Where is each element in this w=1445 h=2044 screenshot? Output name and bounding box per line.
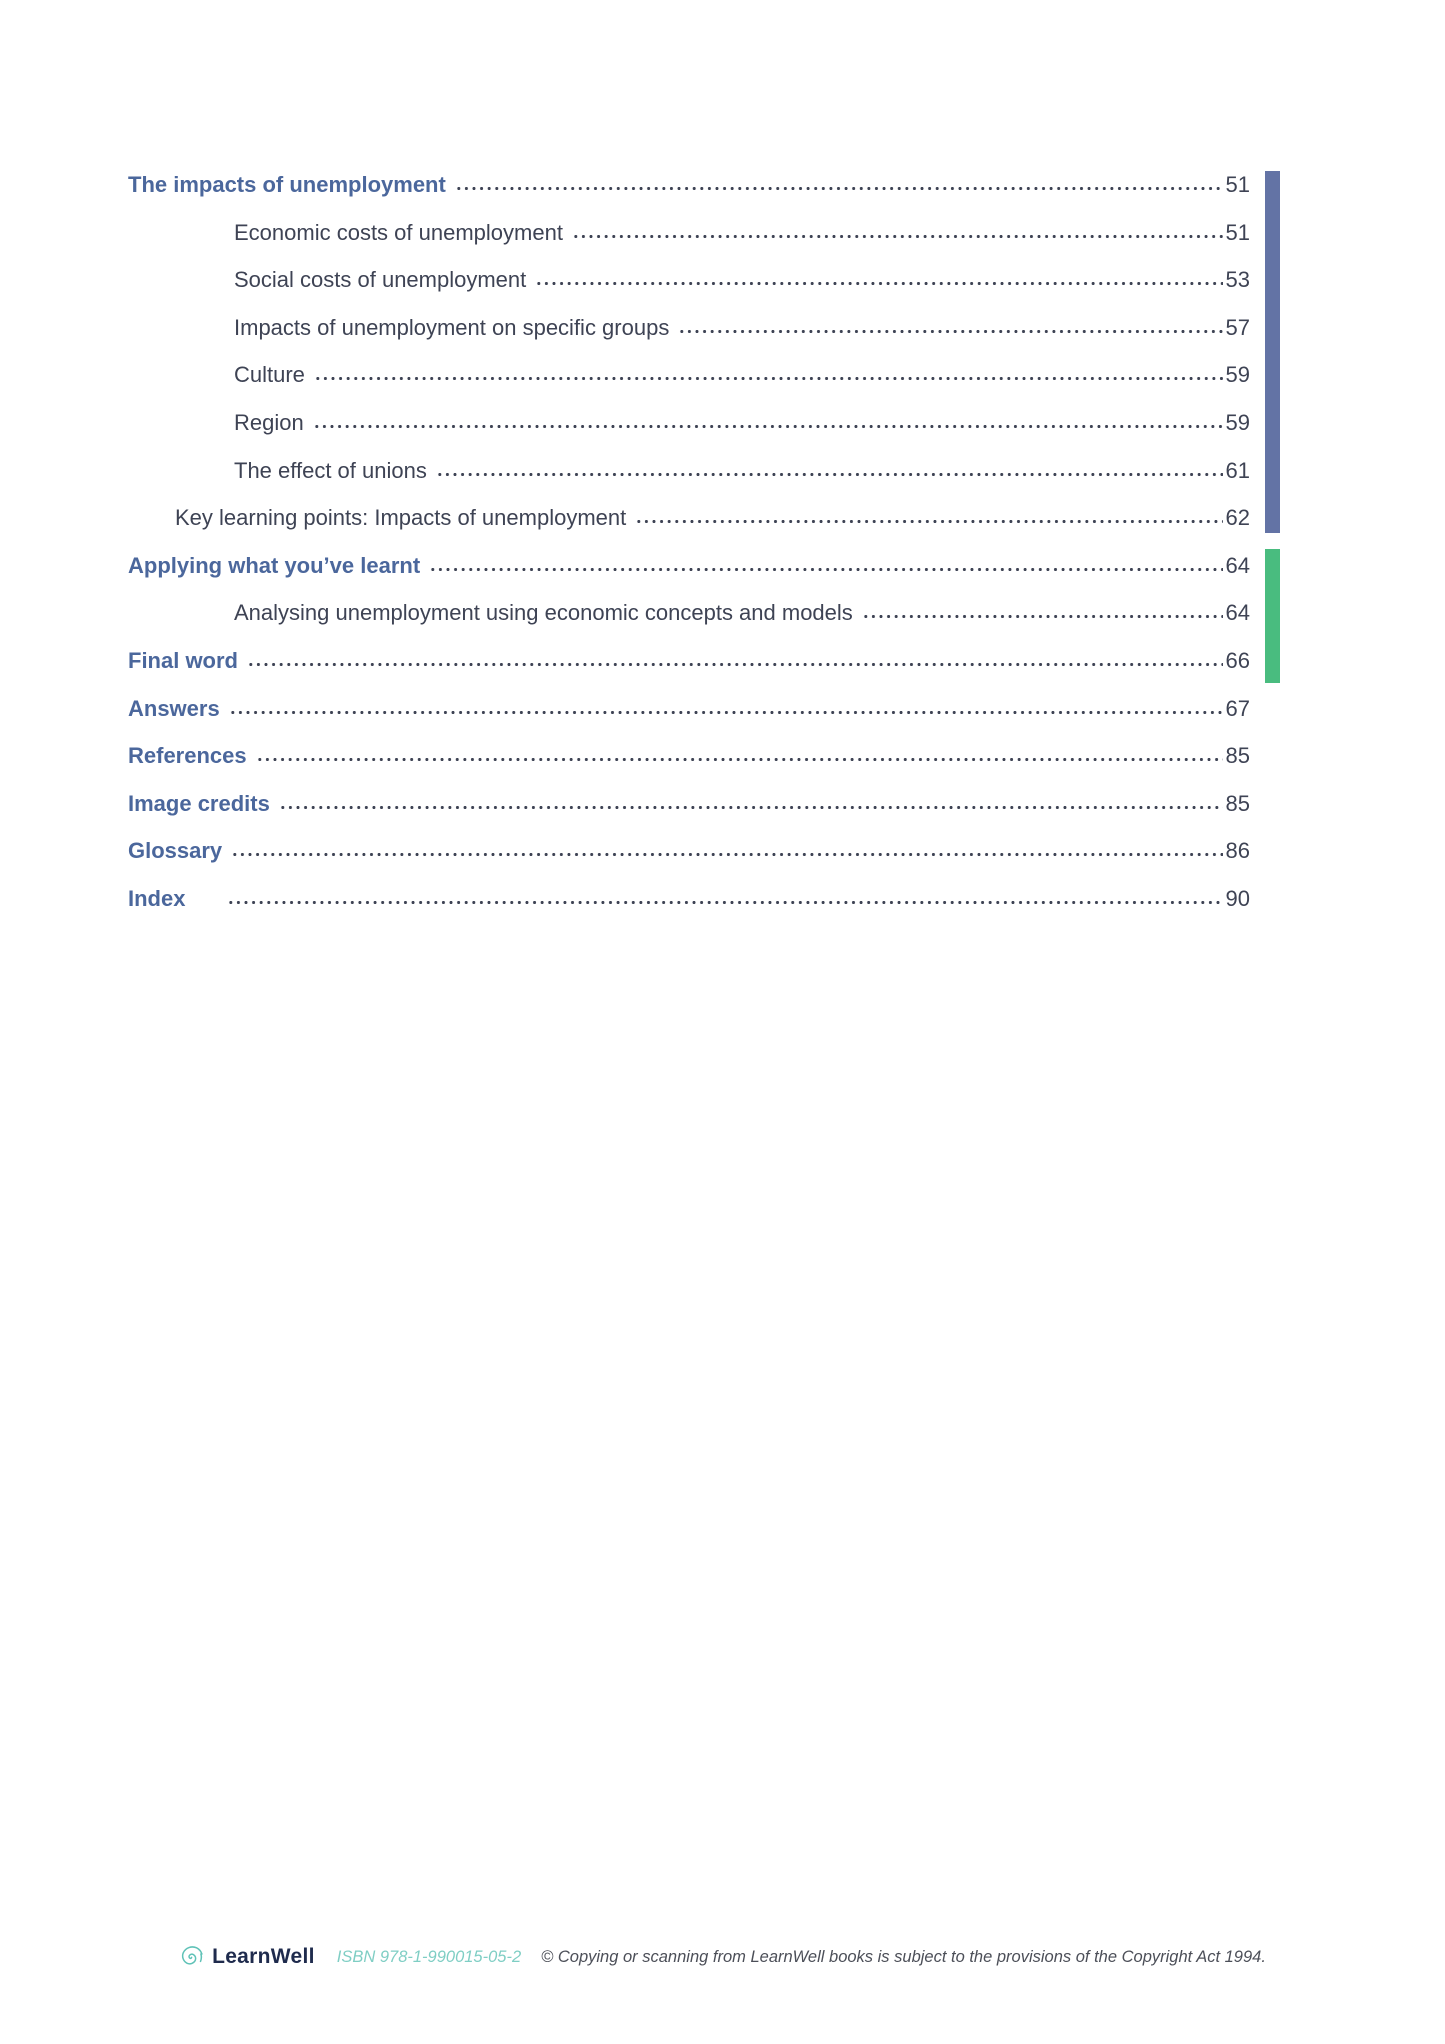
- toc-row: [128, 542, 1250, 590]
- toc-row: [128, 161, 1250, 209]
- dot-leader: [862, 613, 1223, 620]
- toc-page-number: 64: [1225, 600, 1250, 626]
- toc-page-number: 53: [1225, 267, 1250, 293]
- toc-row: [128, 637, 1250, 685]
- toc-page-number: 57: [1225, 314, 1250, 340]
- dot-leader: [429, 566, 1222, 573]
- toc-entry-label: The impacts of unemployment: [128, 172, 446, 197]
- toc-row: [128, 780, 1250, 828]
- toc-entry-label: References: [128, 743, 247, 769]
- toc-entry-label: Social costs of unemployment: [234, 267, 527, 293]
- toc-row: [128, 827, 1250, 875]
- toc-row: [128, 399, 1250, 447]
- section-marker-green: [1265, 549, 1280, 683]
- dot-leader: [678, 328, 1222, 335]
- toc-page-number: 64: [1225, 552, 1250, 578]
- toc-entry-label: Index: [128, 885, 186, 911]
- toc-entry-label: Region: [234, 409, 304, 435]
- toc-page-number: 51: [1225, 172, 1250, 197]
- dot-leader: [313, 423, 1223, 430]
- toc-row: [128, 875, 1250, 923]
- dot-leader: [436, 471, 1223, 478]
- toc-row: [128, 351, 1250, 399]
- toc-entry-label: Applying what you’ve learnt: [128, 552, 421, 578]
- toc-entry-label: Impacts of unemployment on specific groups: [234, 314, 670, 340]
- isbn-text: ISBN 978-1-990015-05-2: [336, 1947, 522, 1966]
- toc-page-number: 90: [1225, 885, 1250, 911]
- dot-leader: [227, 899, 1222, 906]
- toc-entry-label: Image credits: [128, 790, 270, 816]
- toc-page-number: 86: [1225, 838, 1250, 864]
- dot-leader: [256, 756, 1223, 763]
- toc-row: [128, 304, 1250, 352]
- toc-entry-label: Culture: [234, 362, 305, 388]
- table-of-contents: [128, 161, 1250, 923]
- dot-leader: [314, 375, 1223, 382]
- toc-page-number: 67: [1225, 695, 1250, 721]
- dot-leader: [231, 851, 1222, 858]
- dot-leader: [572, 233, 1223, 240]
- dot-leader: [535, 280, 1222, 287]
- toc-entry-label: The effect of unions: [234, 457, 427, 483]
- toc-page-number: 59: [1225, 362, 1250, 388]
- toc-row: [128, 209, 1250, 257]
- dot-leader: [229, 709, 1223, 716]
- toc-row: [128, 732, 1250, 780]
- toc-entry-label: Glossary: [128, 838, 223, 864]
- page-footer: [0, 1941, 1445, 1973]
- toc-entry-label: Analysing unemployment using economic concepts and models: [234, 600, 853, 626]
- toc-entry-label: Economic costs of unemployment: [234, 219, 563, 245]
- toc-page-number: 51: [1225, 219, 1250, 245]
- toc-page-number: 62: [1225, 505, 1250, 531]
- dot-leader: [279, 804, 1223, 811]
- toc-page-number: 66: [1225, 647, 1250, 673]
- toc-row: [128, 256, 1250, 304]
- dot-leader: [247, 661, 1223, 668]
- copyright-text: © Copying or scanning from LearnWell books is subject to the provisions of the Copyright Act 1994.: [541, 1947, 1266, 1966]
- brand-name: LearnWell: [212, 1945, 315, 1968]
- dot-leader: [635, 518, 1222, 525]
- learnwell-spiral-logo-icon: [179, 1945, 203, 1969]
- toc-row: [128, 494, 1250, 542]
- toc-page-number: 85: [1225, 743, 1250, 769]
- toc-page-number: 61: [1225, 457, 1250, 483]
- toc-entry-label: Answers: [128, 695, 220, 721]
- toc-entry-label: Final word: [128, 647, 238, 673]
- toc-page-number: 85: [1225, 790, 1250, 816]
- toc-row: [128, 685, 1250, 733]
- toc-page-number: 59: [1225, 409, 1250, 435]
- section-marker-blue: [1265, 171, 1280, 533]
- toc-row: [128, 447, 1250, 495]
- toc-row: [128, 589, 1250, 637]
- dot-leader: [455, 185, 1223, 192]
- toc-entry-label: Key learning points: Impacts of unemployment: [175, 505, 627, 531]
